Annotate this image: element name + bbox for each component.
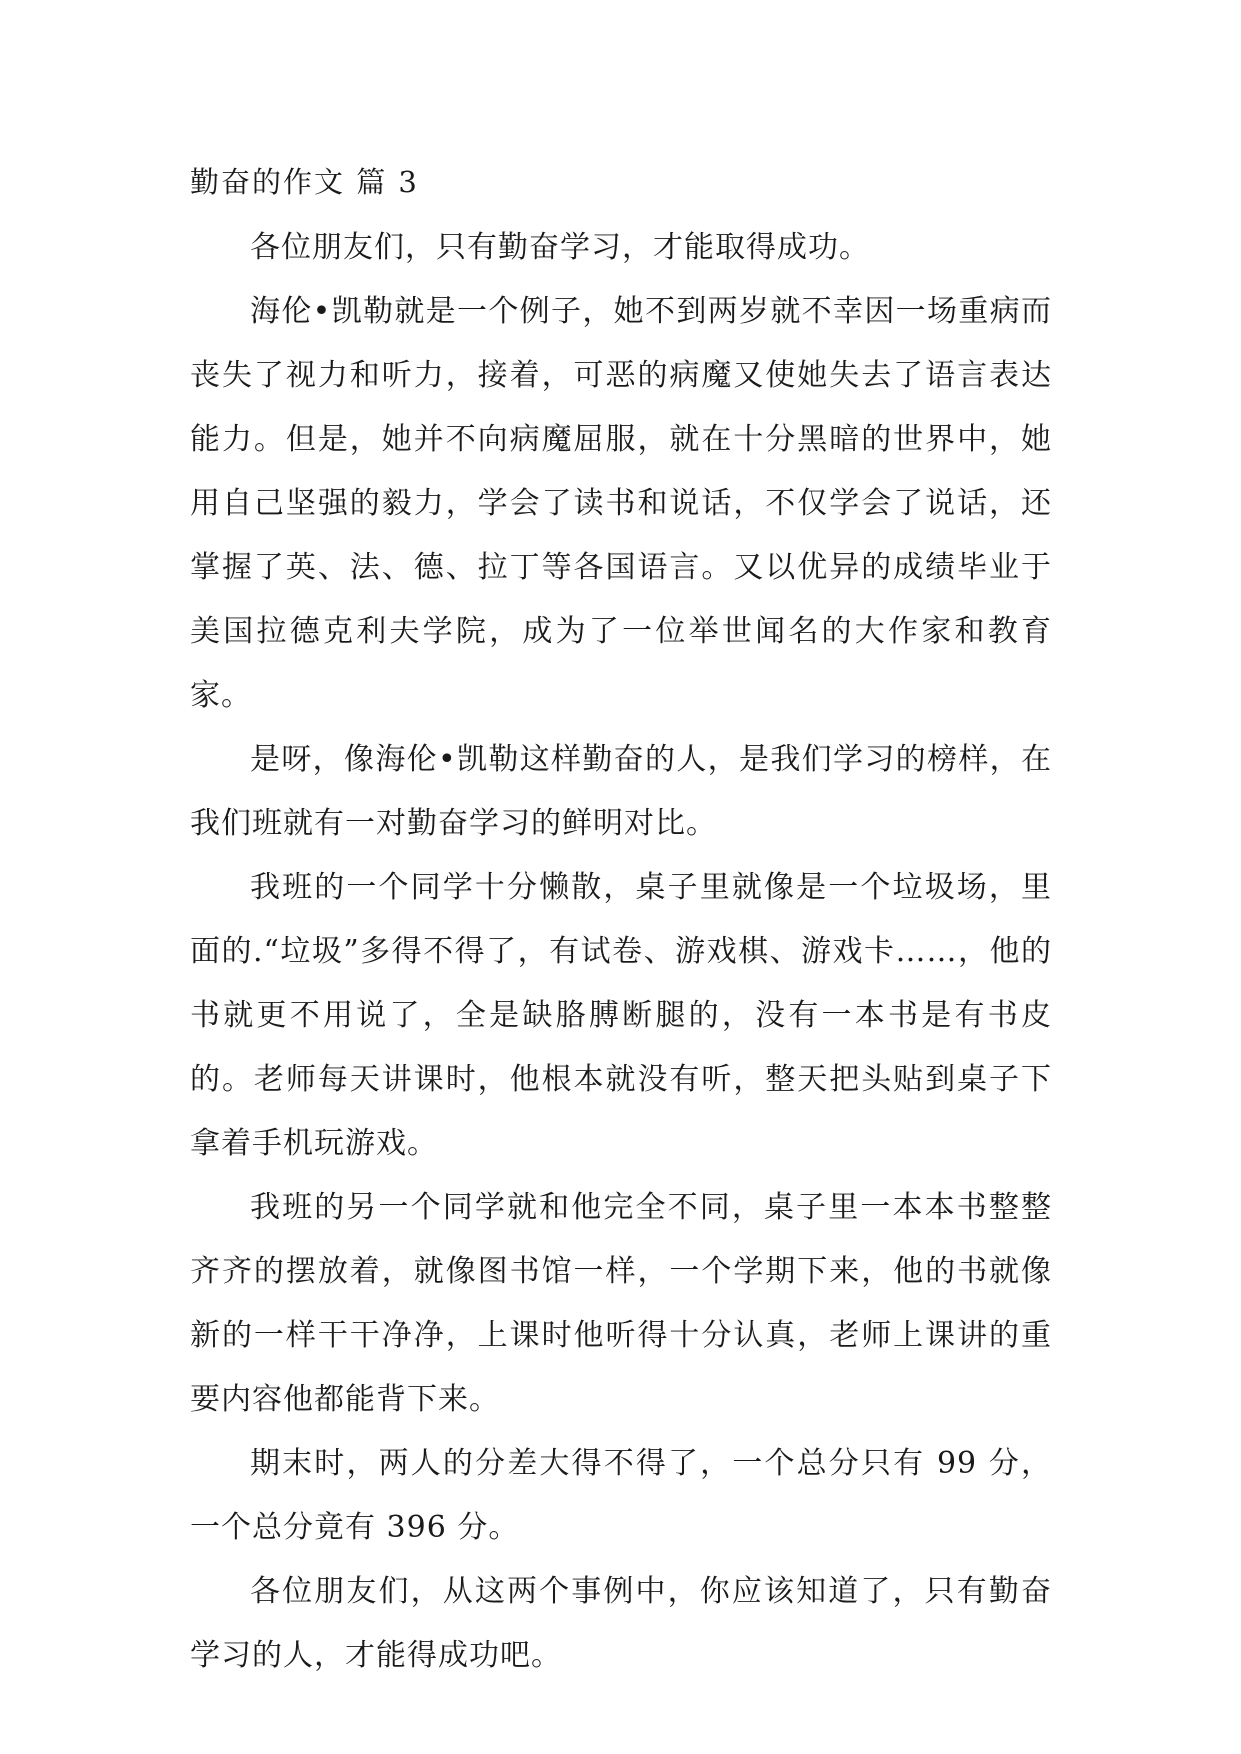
paragraph-1: 各位朋友们，只有勤奋学习，才能取得成功。	[250, 230, 870, 265]
document-title: 勤奋的作文 篇 3	[190, 165, 419, 199]
paragraph-7: 各位朋友们，从这两个事例中，你应该知道了，只有勤奋学习的人，才能得成功吧。	[190, 1574, 1052, 1673]
paragraph-6: 期末时，两人的分差大得不得了，一个总分只有 99 分，一个总分竟有 396 分。	[190, 1446, 1052, 1545]
paragraph-3: 是呀，像海伦•凯勒这样勤奋的人，是我们学习的榜样，在我们班就有一对勤奋学习的鲜明对比。	[190, 742, 1052, 841]
document-body	[190, 162, 1052, 1688]
paragraph-5: 我班的另一个同学就和他完全不同，桌子里一本本书整整齐齐的摆放着，就像图书馆一样，一个学期下来，他的书就像新的一样干干净净，上课时他听得十分认真，老师上课讲的重要内容他都能背下来。	[190, 1190, 1052, 1417]
paragraph-4: 我班的一个同学十分懒散，桌子里就像是一个垃圾场，里面的.“垃圾”多得不得了，有试卷、游戏棋、游戏卡……，他的书就更不用说了，全是缺胳膊断腿的，没有一本书是有书皮的。老师每天讲课时，他根本就没有听，整天把头贴到桌子下拿着手机玩游戏。	[190, 870, 1052, 1161]
paragraph-2: 海伦•凯勒就是一个例子，她不到两岁就不幸因一场重病而丧失了视力和听力，接着，可恶的病魔又使她失去了语言表达能力。但是，她并不向病魔屈服，就在十分黑暗的世界中，她用自己坚强的毅力，学会了读书和说话，不仅学会了说话，还掌握了英、法、德、拉丁等各国语言。又以优异的成绩毕业于美国拉德克利夫学院，成为了一位举世闻名的大作家和教育家。	[190, 294, 1052, 713]
